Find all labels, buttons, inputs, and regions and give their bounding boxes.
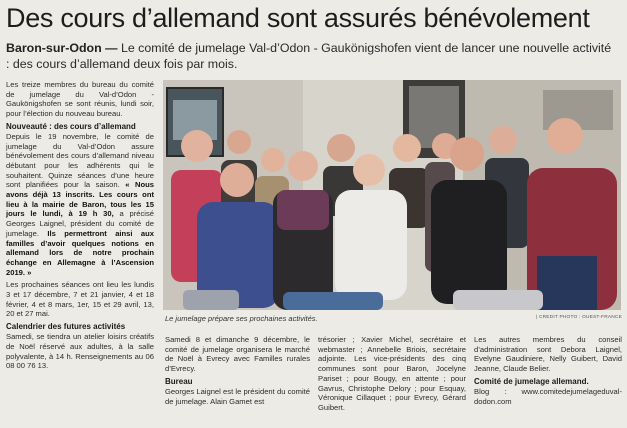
- lede-place: Baron-sur-Odon —: [6, 41, 118, 55]
- photo-credit: | CREDIT PHOTO : OUEST-FRANCE: [535, 315, 622, 320]
- subhead-bureau: Bureau: [165, 376, 193, 386]
- bureau-paragraph: Georges Laignel est le président du comité de jumelage. Alain Gamet est: [165, 386, 310, 406]
- headline: Des cours d’allemand sont assurés bénévolement: [6, 3, 590, 33]
- lede-text: Le comité de jumelage Val-d’Odon - Gaukönigshofen vient de lancer une nouvelle activité : des cours d’allemand deux fois par mois.: [6, 41, 612, 71]
- subhead-new: Nouveauté : des cours d’allemand: [6, 121, 136, 131]
- courses-text-2: a précisé Georges Laignel, président du comité de jumelage.: [6, 209, 154, 238]
- courses-quote-1: « Nous avons déjà 13 inscrits. Les cours ont lieu à la mairie de Baron, tous les 15 jours le lundi, à 19 h 30,: [6, 180, 155, 219]
- members-paragraph: Les autres membres du conseil d’administration sont Debora Laignel, Evelyne Gaudiniere, Nelly Guibert, David Jeanne, Claude Belier.: [474, 335, 622, 374]
- blog-paragraph: Blog : www.comitedejumelageduval-dodon.com: [474, 386, 622, 406]
- group-photo: [163, 80, 621, 310]
- market-paragraph: Samedi 8 et dimanche 9 décembre, le comité de jumelage organisera le marché de Noël à Evrecy avec Familles rurales d’Evrecy.: [165, 335, 310, 374]
- calendar-paragraph: Samedi, se tiendra un atelier loisirs créatifs de Noël réservé aux adultes, à la salle polyvalente, à 14 h. Renseignements au 06 08 00 76 13.: [6, 332, 154, 371]
- lede: [6, 40, 618, 72]
- column-3: [318, 335, 466, 416]
- officers-paragraph: trésorier ; Xavier Michel, secrétaire et webmaster ; Annebelle Briois, secrétaire adjointe. Les vice-présidents des cinq communes sont pour Baron, Jocelyne Pariset ; pour Bougy, en attente ; pour Gavrus, Christophe Delory ; pour Esquay, Véronique Cillaquet ; pour Evrecy, Gérard Guibert.: [318, 335, 466, 412]
- column-2: [165, 335, 310, 409]
- courses-quote-2: Ils permettront ainsi aux familles d’avoir quelques notions en allemand lors de notre prochain échange en Allemagne à l’Ascension 2019. »: [6, 228, 154, 277]
- subhead-contact: Comité de jumelage allemand.: [474, 376, 589, 386]
- courses-text-1: Depuis le 19 novembre, le comité de jumelage du Val-d’Odon assure bénévolement des cours d’allemand niveau débutant pour les adhérents qui le souhaitent. Quinze séances d’une heure sont planifiées pour la saison.: [6, 131, 154, 190]
- dates-paragraph: Les prochaines séances ont lieu les lundis 3 et 17 décembre, 7 et 21 janvier, 4 et 18 février, 4 et 8 mars, 1er, 15 et 29 avril, 13, 20 et 27 mai.: [6, 280, 154, 319]
- subhead-calendar: Calendrier des futures activités: [6, 322, 126, 332]
- courses-paragraph: [6, 132, 154, 278]
- intro-paragraph: Les treize membres du bureau du comité de jumelage du Val-d’Odon - Gaukönigshofen se sont réunis, lundi soir, pour l’élection du nouveau bureau.: [6, 80, 154, 119]
- photo-caption: Le jumelage prépare ses prochaines activités.: [165, 314, 318, 323]
- left-column: [6, 80, 154, 374]
- column-4: [474, 335, 622, 409]
